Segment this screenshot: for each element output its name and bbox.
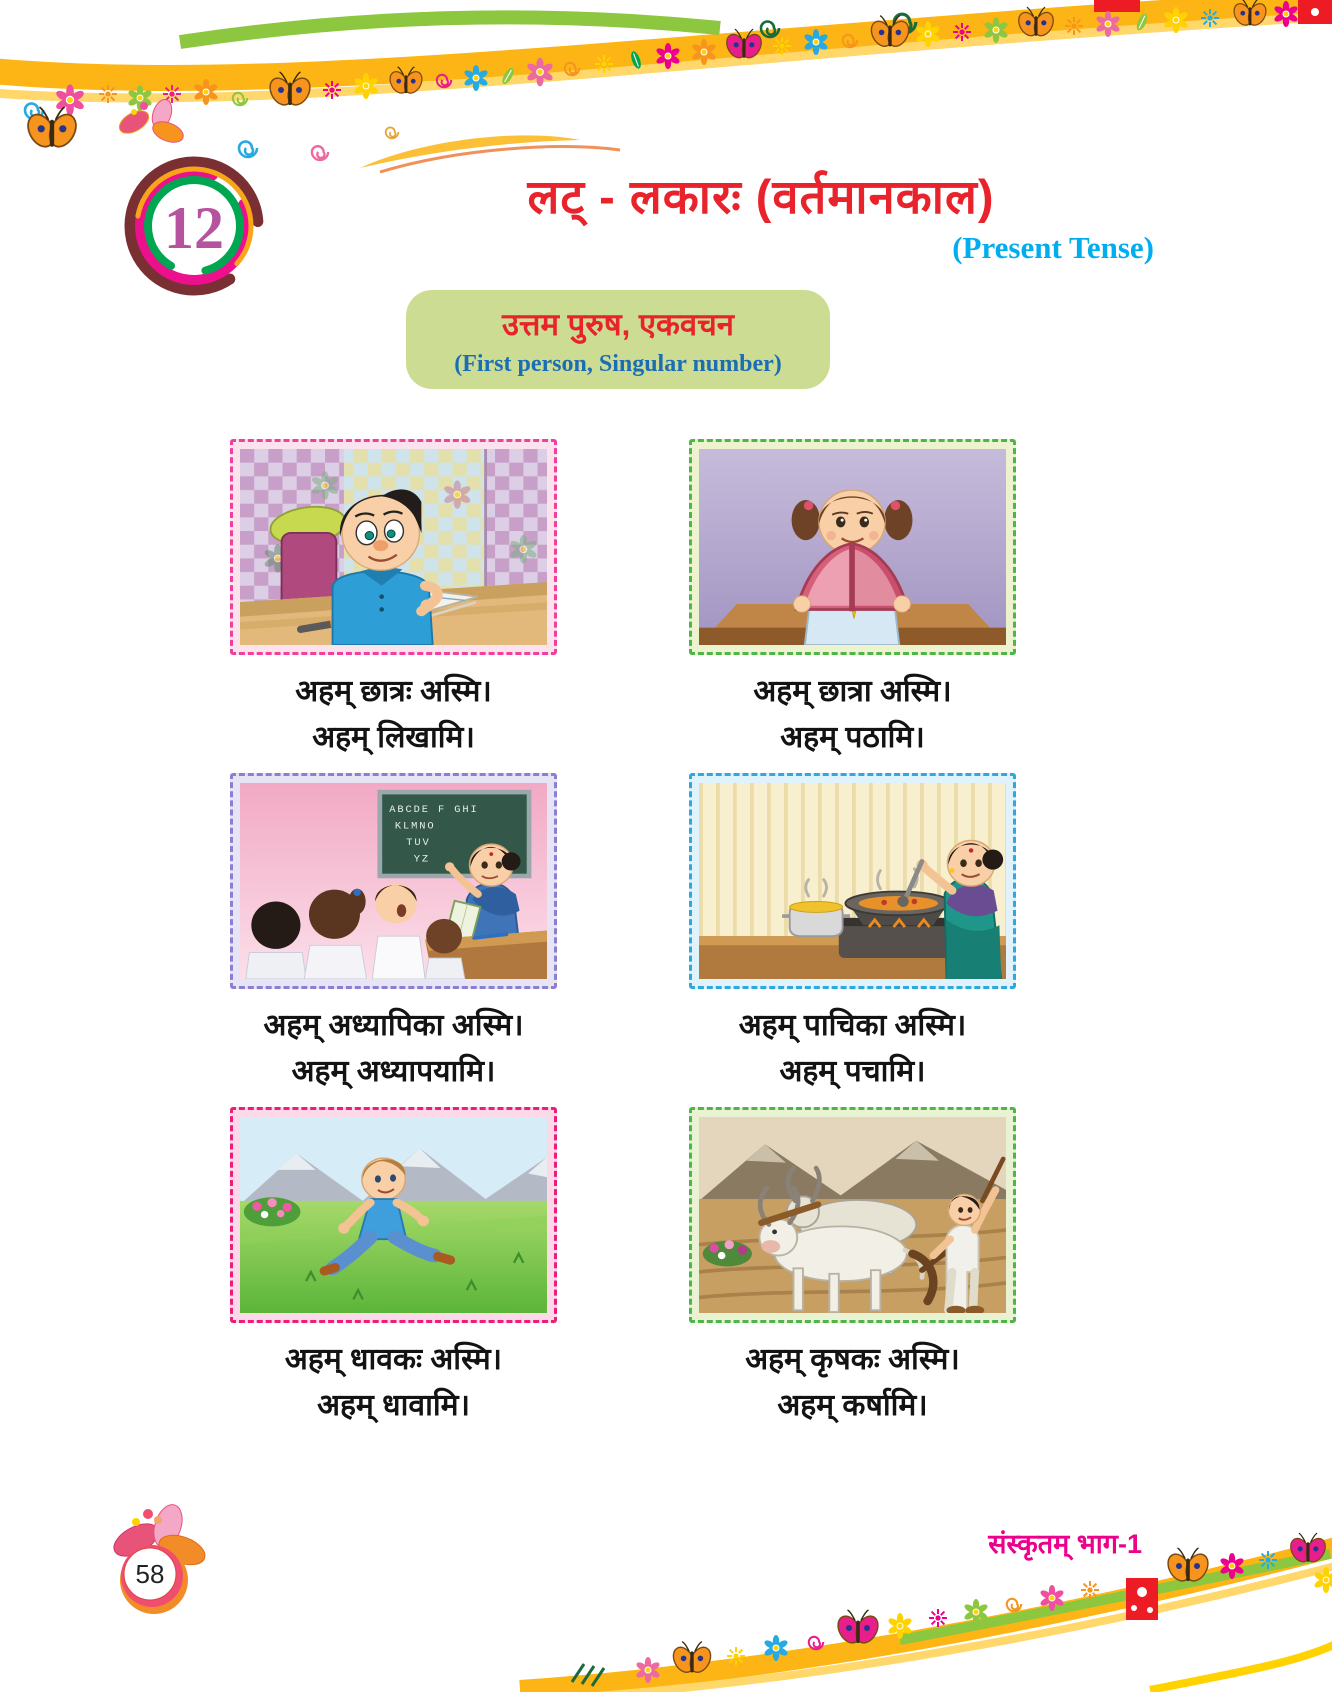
panel-frame-2	[689, 439, 1016, 655]
panel-frame-1	[230, 439, 557, 655]
topic-sanskrit: उत्तम पुरुष, एकवचन	[502, 307, 734, 343]
blackboard-line-2: KLMNO	[394, 820, 436, 833]
illustration-boy-running	[240, 1117, 547, 1313]
topic-english: (First person, Singular number)	[454, 351, 782, 378]
panel-frame-5	[230, 1107, 557, 1323]
panel-frame-3	[230, 773, 557, 989]
illustration-woman-cooking	[699, 783, 1006, 979]
panel-6-caption-line1: अहम् कृषकः अस्मि।	[745, 1343, 960, 1377]
panel-3-caption-line1: अहम् अध्यापिका अस्मि।	[263, 1009, 524, 1043]
panel-5-caption-line2: अहम् धावामि।	[317, 1389, 470, 1423]
panel-6-caption-line2: अहम् कर्षामि।	[777, 1389, 928, 1423]
flower-page-badge-icon	[106, 1498, 216, 1623]
panel-5	[230, 1107, 557, 1421]
panel-4	[689, 773, 1016, 1087]
lesson-number-badge	[116, 148, 272, 304]
panel-1-caption-line2: अहम् लिखामि।	[312, 721, 475, 755]
panel-6	[689, 1107, 1016, 1421]
panel-1-caption-line1: अहम् छात्रः अस्मि।	[295, 675, 492, 709]
page-subtitle-english: (Present Tense)	[952, 230, 1154, 266]
panel-frame-4	[689, 773, 1016, 989]
illustration-farmer-ploughing-with-oxen	[699, 1117, 1006, 1313]
panel-5-caption-line1: अहम् धावकः अस्मि।	[284, 1343, 503, 1377]
panel-2-caption-line1: अहम् छात्रा अस्मि।	[753, 675, 952, 709]
blackboard-line-1: ABCDE F GHI	[389, 804, 479, 817]
illustration-girl-reading-book	[699, 449, 1006, 645]
page-title: लट् - लकारः (वर्तमानकाल)	[527, 170, 995, 223]
panel-1	[230, 439, 557, 753]
panel-2	[689, 439, 1016, 753]
blackboard-line-4: YZ	[413, 853, 431, 866]
illustration-teacher-at-blackboard	[240, 783, 547, 979]
page-number: 58	[135, 1559, 165, 1589]
lesson-badge-swirl-icon	[116, 148, 272, 304]
illustration-boy-writing-at-desk	[240, 449, 547, 645]
page-number-badge	[106, 1498, 216, 1623]
panel-4-caption-line1: अहम् पाचिका अस्मि।	[738, 1009, 967, 1043]
panel-frame-6	[689, 1107, 1016, 1323]
panel-4-caption-line2: अहम् पचामि।	[779, 1055, 926, 1089]
panel-3-caption-line2: अहम् अध्यापयामि।	[291, 1055, 496, 1089]
topic-box	[406, 290, 830, 389]
lesson-number: 12	[164, 195, 224, 261]
book-title: संस्कृतम् भाग-1	[988, 1529, 1142, 1559]
blackboard-line-3: TUV	[406, 837, 431, 849]
panel-3	[230, 773, 557, 1087]
panel-2-caption-line2: अहम् पठामि।	[780, 721, 925, 755]
panel-grid	[230, 439, 1016, 1421]
